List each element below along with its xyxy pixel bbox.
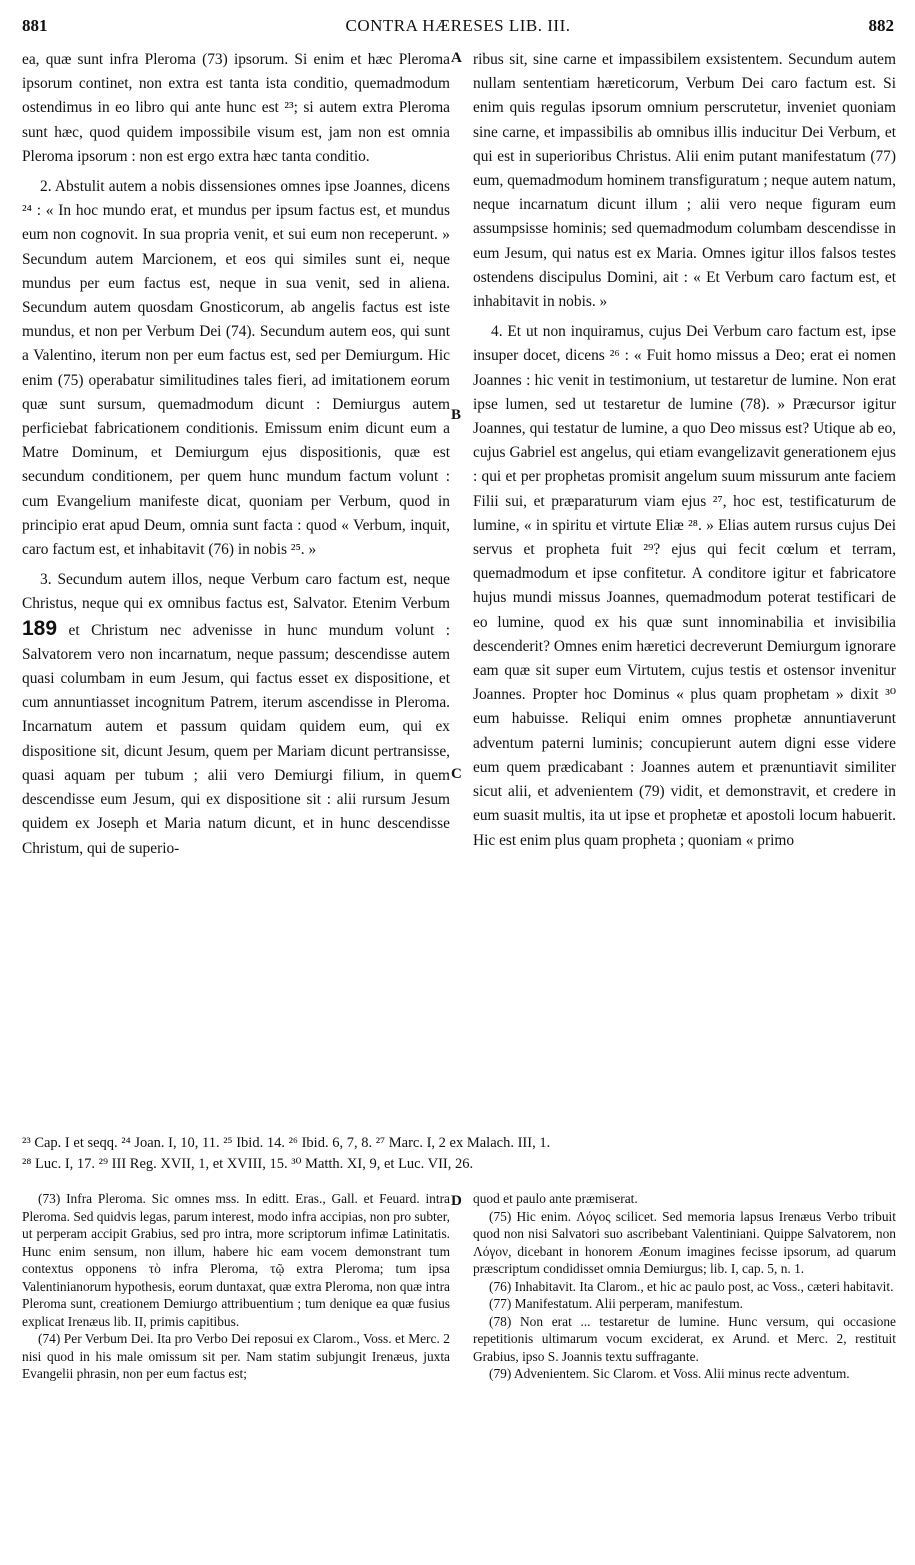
paragraph: ribus sit, sine carne et impassibilem exsistentem. Secundum autem nullam sententiam hæreticorum, Verbum Dei caro factum est. Si enim quis regulas ipsorum omnium perscrutetur, inveniet quoniam sine carne, et impassibilis ab omnibus illis inducitur Dei Verbum, et qui est in superioribus Christus. Alii enim putant manifestatum (77) eum, quemadmodum hominem transfiguratum ; neque autem natum, neque incarnatum dicunt illum ; alii vero neque figuram eum assumpsisse hominis; sed quemadmodum columbam descendisse in eum Jesum, qui natus est ex Maria. Omnes igitur illos falsos testes ostendens discipulus Domini, ait : « Et Verbum caro factum est, et inhabitavit in nobis. » [473,51,896,311]
footnote: (73) Infra Pleroma. Sic omnes mss. In editt. Eras., Gall. et Feuard. intra Pleroma. Sed quidvis legas, parum interest, modo infra accipias, non pro subter, ut perperam accipit Grabius, sed pro intra, more scriptorum infimæ Latinitatis. Hunc enim sensum, non illum, habere hic eam vocem demonstrant tum contextus opponens τὸ infra Pleroma, τῷ extra Pleroma; tum ipsa Valentinianorum hypothesis, eorum duntaxat, quæ extra Pleroma, non quæ intra Pleroma sunt, creationem Demiurgo attribuentium ; tum denique ea quæ fusius explicat Irenæus lib. II, primis capitibus. [22,1191,450,1329]
margin-letter-b: B [451,407,462,423]
page-number-right: 882 [868,16,894,35]
scripture-references [22,1133,894,1175]
footnote: (79) Advenientem. Sic Clarom. et Voss. Alii minus recte adventum. [489,1366,850,1381]
running-title: CONTRA HÆRESES LIB. III. [345,16,571,35]
left-text-column [22,48,450,861]
footnote: (78) Non erat ... testaretur de lumine. Hunc versum, qui occasione repetitionis ultimarum vocum exciderat, ex Arund. et Merc. 2, restituit Grabius, ipso S. Joannis textu suffragante. [473,1313,896,1364]
paragraph-text: et Christum nec advenisse in hunc mundum volunt : Salvatorem vero non incarnatum, neque passum; descendisse autem quasi columbam in eum Jesum, qui factus esset ex dispositione, et cum annuntiasset incognitum Patrem, iterum ascendisse in Pleroma. Incarnatum autem et passum quidam quidem eum, qui ex dispositione sit, dicunt Jesum, quem per Mariam dicunt pertransisse, quasi aquam per tubum ; alii vero Demiurgi filium, in quem descendisse eum Jesum, qui ex dispositione sit : alii rursum Jesum quidem ex Joseph et Maria natum dicunt, et in hunc descendisse Christum, qui de superio- [22,621,450,857]
footnotes-left [22,1190,450,1383]
running-header [22,16,894,40]
paragraph-text: 3. Secundum autem illos, neque Verbum caro factum est, neque Christus, neque qui ex omnibus factus est, Salvator. Etenim Verbum [22,571,450,613]
right-text-column [473,48,896,853]
paragraph [22,568,450,860]
paragraph: ea, quæ sunt infra Pleroma (73) ipsorum. Si enim et hæc Pleroma ipsorum continet, non extra est tanta ista conditio, quemadmodum ostendimus in eo libro qui ante hunc est ²³; si autem extra Pleroma sunt hæc, quod quidem impossibile visum est, jam non est omnia Pleroma ipsorum : non est ergo extra hæc tanta conditio. [22,51,450,165]
margin-letter-a: A [451,50,462,66]
column-number: 189 [22,616,58,640]
footnotes-right [473,1190,896,1383]
footnote: (74) Per Verbum Dei. Ita pro Verbo Dei reposui ex Clarom., Voss. et Merc. 2 nisi quod in his male omissum sit per. Nam statim subjungit Irenæus, juxta Evangelii phrasin, non per eum factus est; [22,1331,450,1381]
margin-letter-c: C [451,766,462,782]
footnote: (76) Inhabitavit. Ita Clarom., et hic ac paulo post, ac Voss., cæteri habitavit. [489,1278,894,1294]
footnote: (77) Manifestatum. Alii perperam, manifestum. [489,1296,743,1311]
footnote: (75) Hic enim. Λόγος scilicet. Sed memoria lapsus Irenæus Verbo tribuit quod non nisi Salvatori suo ascribebant Valentiniani. Quippe Salvatorem, non Λόγον, dicebant in honorem Æonum imagines fecisse ipsorum, ad quarum præscriptum condidisset omnia Demiurgus; lib. I, cap. 5, n. 1. [473,1208,896,1276]
paragraph: 2. Abstulit autem a nobis dissensiones omnes ipse Joannes, dicens ²⁴ : « In hoc mundo erat, et mundus per ipsum factus est, et mundus eum non cognovit. In sua propria venit, et sui eum non receperunt. » Secundum autem Marcionem, et eos qui similes sunt ei, neque mundus per eum factus est, neque in sua venit, sed in aliena. Secundum autem quosdam Gnosticorum, ab angelis factus est iste mundus, et non per Verbum Dei (74). Secundum autem eos, qui sunt a Valentino, iterum non per eum factus est, sed per Demiurgum. Hic enim (75) operabatur similitudines tales fieri, ad imitationem eorum quæ sunt sursum, quemadmodum dicunt : Demiurgus autem perficiebat fabricationem conditionis. Emissum enim dicunt eum a Matre Dominum, et Demiurgum ejus dispositionis, quæ est secundum conditionem, per quem hunc mundum factum volunt : cum Evangelium manifeste dicat, quoniam per Verbum, quod in principio erat apud Deum, omnia sunt facta : quod « Verbum, inquit, caro factum est, et inhabitavit (76) in nobis ²⁵. » [22,178,450,559]
page-number-left: 881 [22,16,48,35]
reference-line: ²⁸ Luc. I, 17. ²⁹ III Reg. XVII, 1, et XVIII, 15. ³⁰ Matth. XI, 9, et Luc. VII, 26. [22,1156,474,1172]
paragraph: 4. Et ut non inquiramus, cujus Dei Verbum caro factum est, ipse insuper docet, dicens ²⁶ : « Fuit homo missus a Deo; erat ei nomen Joannes : hic venit in testimonium, ut testaretur de lumine. Non erat ipse lumen, sed ut testaretur de lumine (78). » Præcursor igitur Joannes, qui testatur de lumine, a quo Deo missus est? Utique ab eo, cujus Gabriel est angelus, qui etiam evangelizavit generationem ejus : qui et per prophetas promisit angelum suum missurum ante faciem Filii sui, et præparaturum viam ejus ²⁷, hoc est, testificaturum de lumine, « in spiritu et virtute Eliæ ²⁸. » Elias autem rursus cujus Dei servus et propheta fuit ²⁹? ejus qui fecit cœlum et terram, quemadmodum et ipse confitetur. A conditore igitur et fabricatore hujus mundi missus Joannes, quemadmodum poterat testificari de eo lumine, quod ex his quæ sunt innominabilia et invisibilia descenderit? Omnes enim hæretici decreverunt Demiurgum ignorare eam quæ sit super eum Virtutem, cujus testis et ostensor invenitur Joannes. Propter hoc Dominus « plus quam prophetam » dixit ³⁰ eum habuisse. Reliqui enim omnes prophetæ annuntiaverunt adventum paterni luminis; concupierunt autem digni esse videre eum quem prædicabant : Joannes autem et prænuntiavit similiter sicut alii, et advenientem (79) vidit, et demonstravit, et credere in eum suasit multis, ita ut ipse et prophetæ et apostoli locum habuerit. Hic est enim plus quam propheta ; quoniam « primo [473,323,896,849]
reference-line: ²³ Cap. I et seqq. ²⁴ Joan. I, 10, 11. ²⁵ Ibid. 14. ²⁶ Ibid. 6, 7, 8. ²⁷ Marc. I, 2 ex Malach. III, 1. [22,1135,551,1151]
footnote: quod et paulo ante præmiserat. [473,1191,638,1206]
margin-letter-d: D [451,1193,462,1209]
